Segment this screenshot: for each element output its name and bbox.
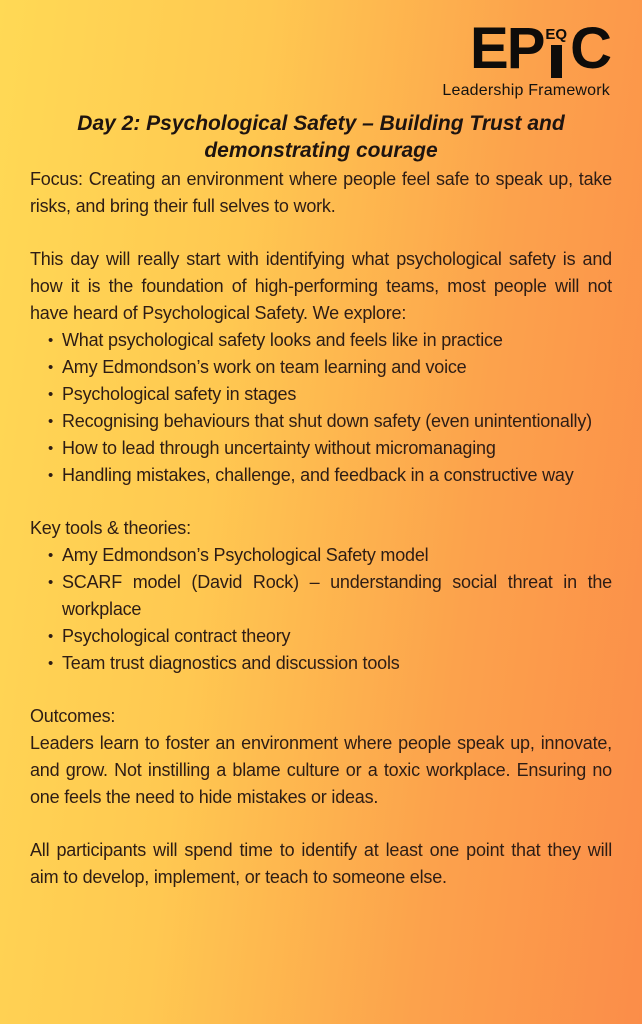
closing-paragraph: All participants will spend time to identify at least one point that they will aim to develop, implement, or teach to someone else. bbox=[30, 840, 612, 887]
logo-subtitle: Leadership Framework bbox=[442, 82, 610, 99]
epic-letter-i bbox=[545, 27, 567, 78]
intro-paragraph: This day will really start with identifying what psychological safety is and how it is the foundation of high-performing teams, most people will not have heard of Psychological Safety. We explore: bbox=[30, 249, 612, 323]
explore-bullet-list bbox=[30, 327, 612, 489]
epic-wordmark bbox=[470, 16, 610, 81]
spacer bbox=[30, 220, 612, 246]
explore-bullet-item: • Handling mistakes, challenge, and feedback in a constructive way bbox=[48, 462, 612, 489]
explore-bullet-item: • What psychological safety looks and feels like in practice bbox=[48, 327, 612, 354]
tools-bullet-item: • Team trust diagnostics and discussion tools bbox=[48, 650, 612, 677]
page-title bbox=[40, 110, 602, 164]
page-title-line2: demonstrating courage bbox=[204, 139, 438, 162]
outcomes-heading: Outcomes: bbox=[30, 706, 116, 726]
tools-bullet-item: • Amy Edmondson’s Psychological Safety model bbox=[48, 542, 612, 569]
epic-letters-ep: EP bbox=[470, 16, 544, 81]
i-stem-shape bbox=[551, 45, 562, 78]
body-content bbox=[30, 166, 612, 891]
page-title-line1: Day 2: Psychological Safety – Building Trust and bbox=[77, 112, 565, 135]
explore-bullet-item: • How to lead through uncertainty without micromanaging bbox=[48, 435, 612, 462]
tools-heading: Key tools & theories: bbox=[30, 518, 191, 538]
tools-bullet-item: • Psychological contract theory bbox=[48, 623, 612, 650]
outcomes-paragraph: Leaders learn to foster an environment where people speak up, innovate, and grow. Not instilling a blame culture or a toxic workplace. Ensuring no one feels the need to hide mistakes or ideas. bbox=[30, 733, 612, 807]
eq-label: EQ bbox=[545, 26, 568, 43]
spacer bbox=[30, 677, 612, 703]
epic-letter-c: C bbox=[570, 16, 610, 81]
explore-bullet-item: • Recognising behaviours that shut down safety (even unintentionally) bbox=[48, 408, 612, 435]
spacer bbox=[30, 811, 612, 837]
focus-paragraph: Focus: Creating an environment where people feel safe to speak up, take risks, and bring their full selves to work. bbox=[30, 169, 612, 216]
explore-bullet-item: • Psychological safety in stages bbox=[48, 381, 612, 408]
explore-bullet-item: • Amy Edmondson’s work on team learning and voice bbox=[48, 354, 612, 381]
tools-bullet-item: • SCARF model (David Rock) – understanding social threat in the workplace bbox=[48, 569, 612, 623]
tools-bullet-list bbox=[30, 542, 612, 677]
spacer bbox=[30, 489, 612, 515]
epic-logo bbox=[0, 0, 642, 100]
